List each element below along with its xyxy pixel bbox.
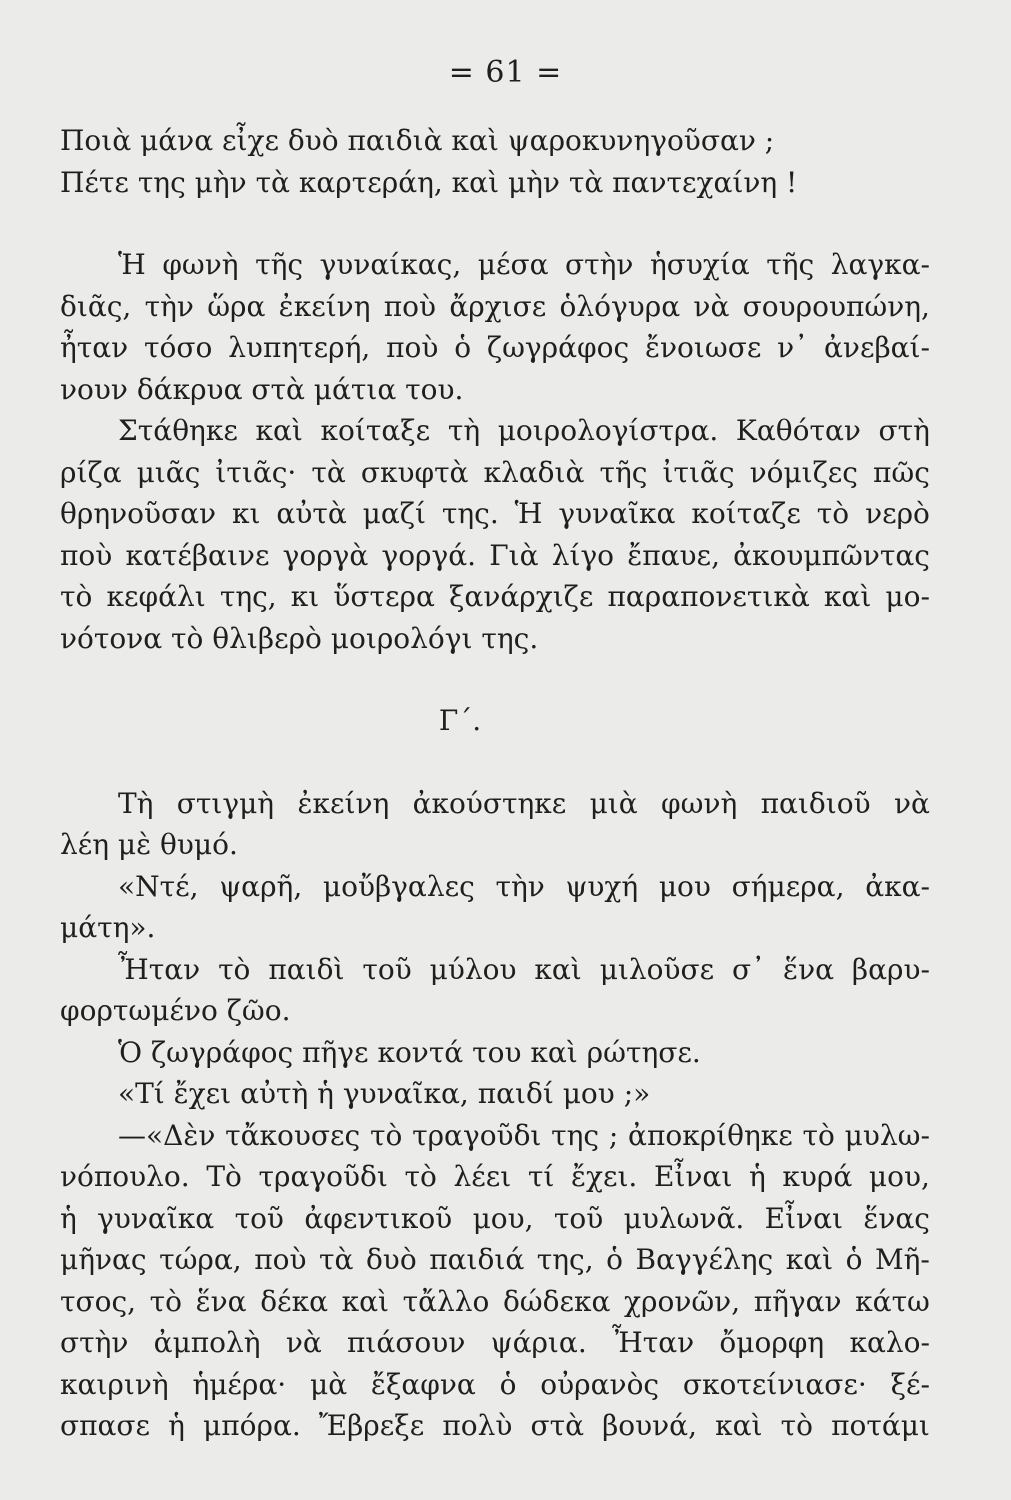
word: ἰτιᾶς· bbox=[215, 455, 297, 489]
word: ἀκα- bbox=[865, 869, 930, 903]
word: τῆς bbox=[766, 248, 815, 281]
word: τοῦ bbox=[234, 1201, 284, 1235]
word: ζωγράφος bbox=[486, 331, 630, 364]
word: Ἡ bbox=[514, 497, 543, 530]
word: Ἦταν bbox=[118, 952, 201, 986]
word: Τὸ bbox=[206, 1160, 242, 1193]
word: ἀποκρίθηκε bbox=[628, 1118, 793, 1152]
word: καὶ bbox=[785, 1243, 834, 1276]
word: κι bbox=[290, 580, 320, 613]
word: κοίταξε bbox=[320, 414, 431, 447]
word: τὰ bbox=[311, 455, 346, 489]
word: ποὺ bbox=[383, 289, 437, 323]
word: μιλοῦσε bbox=[599, 952, 715, 986]
word: ἰτιᾶς bbox=[662, 455, 735, 489]
word: κεφάλι bbox=[106, 580, 206, 613]
word: ἀκουμπῶντας bbox=[733, 538, 930, 572]
word: μου bbox=[658, 869, 711, 903]
word: τὸ bbox=[60, 580, 93, 613]
word: τὴν bbox=[495, 869, 545, 903]
word: λίγο bbox=[551, 538, 615, 572]
text-line: Πέτε της μὴν τὰ καρτεράη, καὶ μὴν τὰ παντεχαίνη ! bbox=[60, 165, 798, 199]
word: τοῦ bbox=[553, 1201, 604, 1235]
word: μο- bbox=[885, 580, 930, 613]
page-number: = 61 = bbox=[448, 55, 563, 90]
word: Βαγγέλης bbox=[635, 1243, 774, 1276]
word: καὶ bbox=[823, 580, 872, 613]
word: μιὰ bbox=[589, 786, 638, 820]
word: βουνά, bbox=[602, 1409, 697, 1442]
word: πῆγαν bbox=[753, 1284, 842, 1318]
word: Μῆ- bbox=[874, 1243, 930, 1276]
word: καιρινὴ bbox=[60, 1367, 169, 1401]
text-line: Ποιὰ μάνα εἶχε δυὸ παιδιὰ καὶ ψαροκυνηγοῦσαν ; bbox=[60, 124, 775, 157]
word: ἐκείνη bbox=[297, 786, 390, 820]
word: καὶ bbox=[534, 952, 582, 986]
word: δυὸ bbox=[365, 1243, 417, 1276]
word: μῆνας bbox=[60, 1243, 147, 1276]
word: ξανάρχιζε bbox=[449, 580, 594, 613]
text-line bbox=[60, 783, 930, 825]
word: σκοτείνιασε· bbox=[682, 1367, 867, 1401]
word: καὶ bbox=[341, 1284, 389, 1318]
word: λαγκα- bbox=[830, 248, 930, 281]
word: τἄλλο bbox=[402, 1284, 490, 1318]
text-line: νουν δάκρυα στὰ μάτια του. bbox=[60, 372, 464, 406]
word: τὸ bbox=[780, 1409, 813, 1442]
word: ἀνεβαί- bbox=[824, 331, 930, 364]
word: τὸ bbox=[816, 497, 850, 530]
word: τὰ bbox=[319, 1243, 354, 1276]
word: ἀμπολὴ bbox=[153, 1326, 261, 1359]
word: της. bbox=[441, 497, 499, 530]
word: στὴ bbox=[878, 414, 930, 447]
word: διᾶς, bbox=[60, 289, 132, 323]
word: τσος, bbox=[60, 1284, 137, 1318]
word: ἕνας bbox=[863, 1201, 930, 1235]
word: κατέβαινε bbox=[125, 538, 270, 572]
word: τί bbox=[527, 1160, 555, 1193]
word: παιδιά bbox=[429, 1243, 525, 1276]
word: πολὺ bbox=[442, 1409, 513, 1442]
word: ἄρχισε bbox=[449, 289, 547, 323]
text-line bbox=[60, 1198, 930, 1240]
word: Ἦταν bbox=[612, 1326, 695, 1359]
word: χρονῶν, bbox=[624, 1284, 741, 1318]
word: κι bbox=[231, 497, 261, 530]
word: θρηνοῦσαν bbox=[60, 497, 217, 530]
word: ψάρια. bbox=[490, 1326, 587, 1359]
word: ποτάμι bbox=[831, 1409, 930, 1442]
text-line bbox=[60, 286, 930, 328]
word: Στάθηκε bbox=[118, 414, 238, 447]
word: λυπητερή, bbox=[228, 331, 371, 364]
word: Εἶναι bbox=[764, 1201, 843, 1235]
word: ψυχή bbox=[565, 869, 639, 903]
word: νερὸ bbox=[865, 497, 930, 530]
word: —«Δὲν bbox=[118, 1118, 216, 1152]
word: τὸ bbox=[149, 1284, 183, 1318]
word: τόσο bbox=[144, 331, 213, 364]
text-line bbox=[60, 1405, 930, 1447]
word: στὴν bbox=[565, 248, 634, 281]
word: ὁλόγυρα bbox=[559, 289, 681, 323]
section-heading: Γ΄. bbox=[438, 704, 482, 737]
word: ἔχει. bbox=[570, 1160, 638, 1193]
word: νὰ bbox=[693, 289, 730, 323]
word: ἔνοιωσε bbox=[644, 331, 762, 364]
word: δέκα bbox=[260, 1284, 328, 1318]
text-line bbox=[60, 576, 930, 618]
word: τὸ bbox=[369, 1118, 403, 1152]
word: νὰ bbox=[285, 1326, 322, 1359]
word: ἡ bbox=[168, 1409, 185, 1442]
word: παραπονετικὰ bbox=[607, 580, 810, 613]
word: νόμιζες bbox=[749, 455, 858, 489]
word: γυναῖκα bbox=[558, 497, 676, 530]
word: Εἶναι bbox=[653, 1160, 733, 1193]
word: ὕστερα bbox=[333, 580, 435, 613]
word: στὰ bbox=[530, 1409, 584, 1442]
word: τὴ bbox=[447, 414, 481, 447]
word: γοργὰ bbox=[282, 538, 369, 572]
word: Ἔβρεξε bbox=[318, 1409, 425, 1442]
word: μοιρολογίστρα. bbox=[497, 414, 719, 447]
text-line bbox=[60, 949, 930, 991]
word: τἄκουσες bbox=[225, 1118, 361, 1152]
word: τῆς bbox=[255, 248, 304, 281]
word: της bbox=[551, 1118, 600, 1152]
word: ἡ bbox=[748, 1160, 766, 1193]
text-line: Ὁ ζωγράφος πῆγε κοντά του καὶ ρώτησε. bbox=[118, 1035, 701, 1069]
word: σ᾿ bbox=[732, 952, 766, 986]
word: κλαδιὰ bbox=[483, 455, 585, 489]
word: δώδεκα bbox=[502, 1284, 611, 1318]
text-line: φορτωμένο ζῶο. bbox=[60, 994, 291, 1027]
word: αὐτὰ bbox=[276, 497, 347, 530]
page-text bbox=[60, 120, 930, 1447]
word: Γιὰ bbox=[489, 538, 539, 572]
word: ἐκείνη bbox=[278, 289, 371, 323]
word: ἀφεντικοῦ bbox=[304, 1201, 453, 1235]
word: μὰ bbox=[310, 1367, 348, 1401]
word: της, bbox=[536, 1243, 594, 1276]
word: ποὺ bbox=[254, 1243, 307, 1276]
word: τώρα, bbox=[159, 1243, 242, 1276]
text-line bbox=[60, 1364, 930, 1406]
word: τραγοῦδι bbox=[258, 1160, 388, 1193]
word: ἡ bbox=[60, 1201, 77, 1235]
word: οὐρανὸς bbox=[540, 1367, 660, 1401]
word: πῶς bbox=[873, 455, 930, 489]
word: ὄμορφη bbox=[719, 1326, 825, 1359]
text-line: μάτη». bbox=[60, 911, 156, 944]
word: κάτω bbox=[855, 1284, 930, 1318]
word: γυναῖκα bbox=[97, 1201, 215, 1235]
text-line bbox=[60, 452, 930, 494]
word: ὁ bbox=[454, 331, 472, 364]
word: σπασε bbox=[60, 1409, 151, 1442]
word: μιᾶς bbox=[136, 455, 201, 489]
word: βαρυ- bbox=[851, 952, 930, 986]
word: σήμερα, bbox=[731, 869, 845, 903]
word: ξέ- bbox=[890, 1367, 930, 1401]
word: Καθόταν bbox=[735, 414, 861, 447]
word: τὸ bbox=[802, 1118, 835, 1152]
word: ποὺ bbox=[386, 331, 439, 364]
word: σουρουπώνη, bbox=[742, 289, 930, 323]
word: τὸ bbox=[218, 952, 251, 986]
word: ἕνα bbox=[783, 952, 835, 986]
word: ὁ bbox=[499, 1367, 517, 1401]
word: μυλω- bbox=[844, 1118, 930, 1152]
word: γυναίκας, bbox=[319, 248, 462, 281]
word: παιδὶ bbox=[268, 952, 345, 986]
text-line bbox=[60, 244, 930, 286]
word: ποὺ bbox=[60, 538, 113, 572]
word: ἔξαφνα bbox=[370, 1367, 476, 1401]
word: ἀκούστηκε bbox=[412, 786, 567, 820]
word: ὥρα bbox=[207, 289, 266, 323]
word: τὸ bbox=[404, 1160, 437, 1193]
word: καὶ bbox=[255, 414, 303, 447]
text-line bbox=[60, 1322, 930, 1364]
word: μαζί bbox=[362, 497, 426, 530]
word: τῆς bbox=[599, 455, 648, 489]
word: τραγοῦδι bbox=[412, 1118, 542, 1152]
word: ἔπαυε, bbox=[627, 538, 720, 572]
text-line bbox=[60, 1239, 930, 1281]
word: ; bbox=[608, 1118, 619, 1152]
word: τὴν bbox=[144, 289, 194, 323]
word: γοργά. bbox=[381, 538, 477, 572]
text-line: νότονα τὸ θλιβερὸ μοιρολόγι της. bbox=[60, 621, 539, 655]
word: φωνὴ bbox=[162, 248, 239, 281]
word: ἡμέρα· bbox=[192, 1367, 287, 1401]
word: ψαρῆ, bbox=[219, 869, 303, 903]
word: ν᾿ bbox=[777, 331, 809, 364]
word: νὰ bbox=[893, 786, 930, 820]
word: Ἡ bbox=[118, 248, 146, 281]
word: ὁ bbox=[606, 1243, 623, 1276]
text-line: λέη μὲ θυμό. bbox=[60, 828, 238, 861]
word: καλο- bbox=[849, 1326, 930, 1359]
text-line bbox=[60, 1281, 930, 1323]
word: Τὴ bbox=[118, 786, 154, 820]
word: ρίζα bbox=[60, 455, 122, 489]
word: στιγμὴ bbox=[176, 786, 275, 820]
text-line bbox=[60, 327, 930, 369]
text-line bbox=[60, 1156, 930, 1198]
word: μύλου bbox=[429, 952, 517, 986]
word: κυρά bbox=[782, 1160, 853, 1193]
word: πιάσουν bbox=[347, 1326, 466, 1359]
word: μυλωνᾶ. bbox=[623, 1201, 745, 1235]
word: μοὔβγαλες bbox=[322, 869, 475, 903]
text-line bbox=[60, 410, 930, 452]
text-line: «Τί ἔχει αὐτὴ ἡ γυναῖκα, παιδί μου ;» bbox=[118, 1077, 651, 1110]
word: λέει bbox=[453, 1160, 512, 1193]
word: νόπουλο. bbox=[60, 1160, 190, 1193]
word: τοῦ bbox=[362, 952, 412, 986]
word: φωνὴ bbox=[661, 786, 738, 820]
word: της, bbox=[219, 580, 277, 613]
word: παιδιοῦ bbox=[760, 786, 871, 820]
text-line bbox=[60, 866, 930, 908]
word: καὶ bbox=[715, 1409, 763, 1442]
word: στὴν bbox=[60, 1326, 129, 1359]
word: ἡσυχία bbox=[649, 248, 750, 281]
word: μου, bbox=[868, 1160, 930, 1193]
word: σκυφτὰ bbox=[360, 455, 469, 489]
word: μέσα bbox=[477, 248, 549, 281]
word: κοίταζε bbox=[691, 497, 801, 530]
text-line bbox=[60, 1115, 930, 1157]
word: ἕνα bbox=[195, 1284, 247, 1318]
text-line bbox=[60, 535, 930, 577]
word: μου, bbox=[472, 1201, 534, 1235]
word: ὁ bbox=[845, 1243, 863, 1276]
text-line bbox=[60, 493, 930, 535]
word: μπόρα. bbox=[203, 1409, 301, 1442]
word: ἦταν bbox=[60, 331, 129, 364]
word: «Ντέ, bbox=[118, 869, 199, 903]
